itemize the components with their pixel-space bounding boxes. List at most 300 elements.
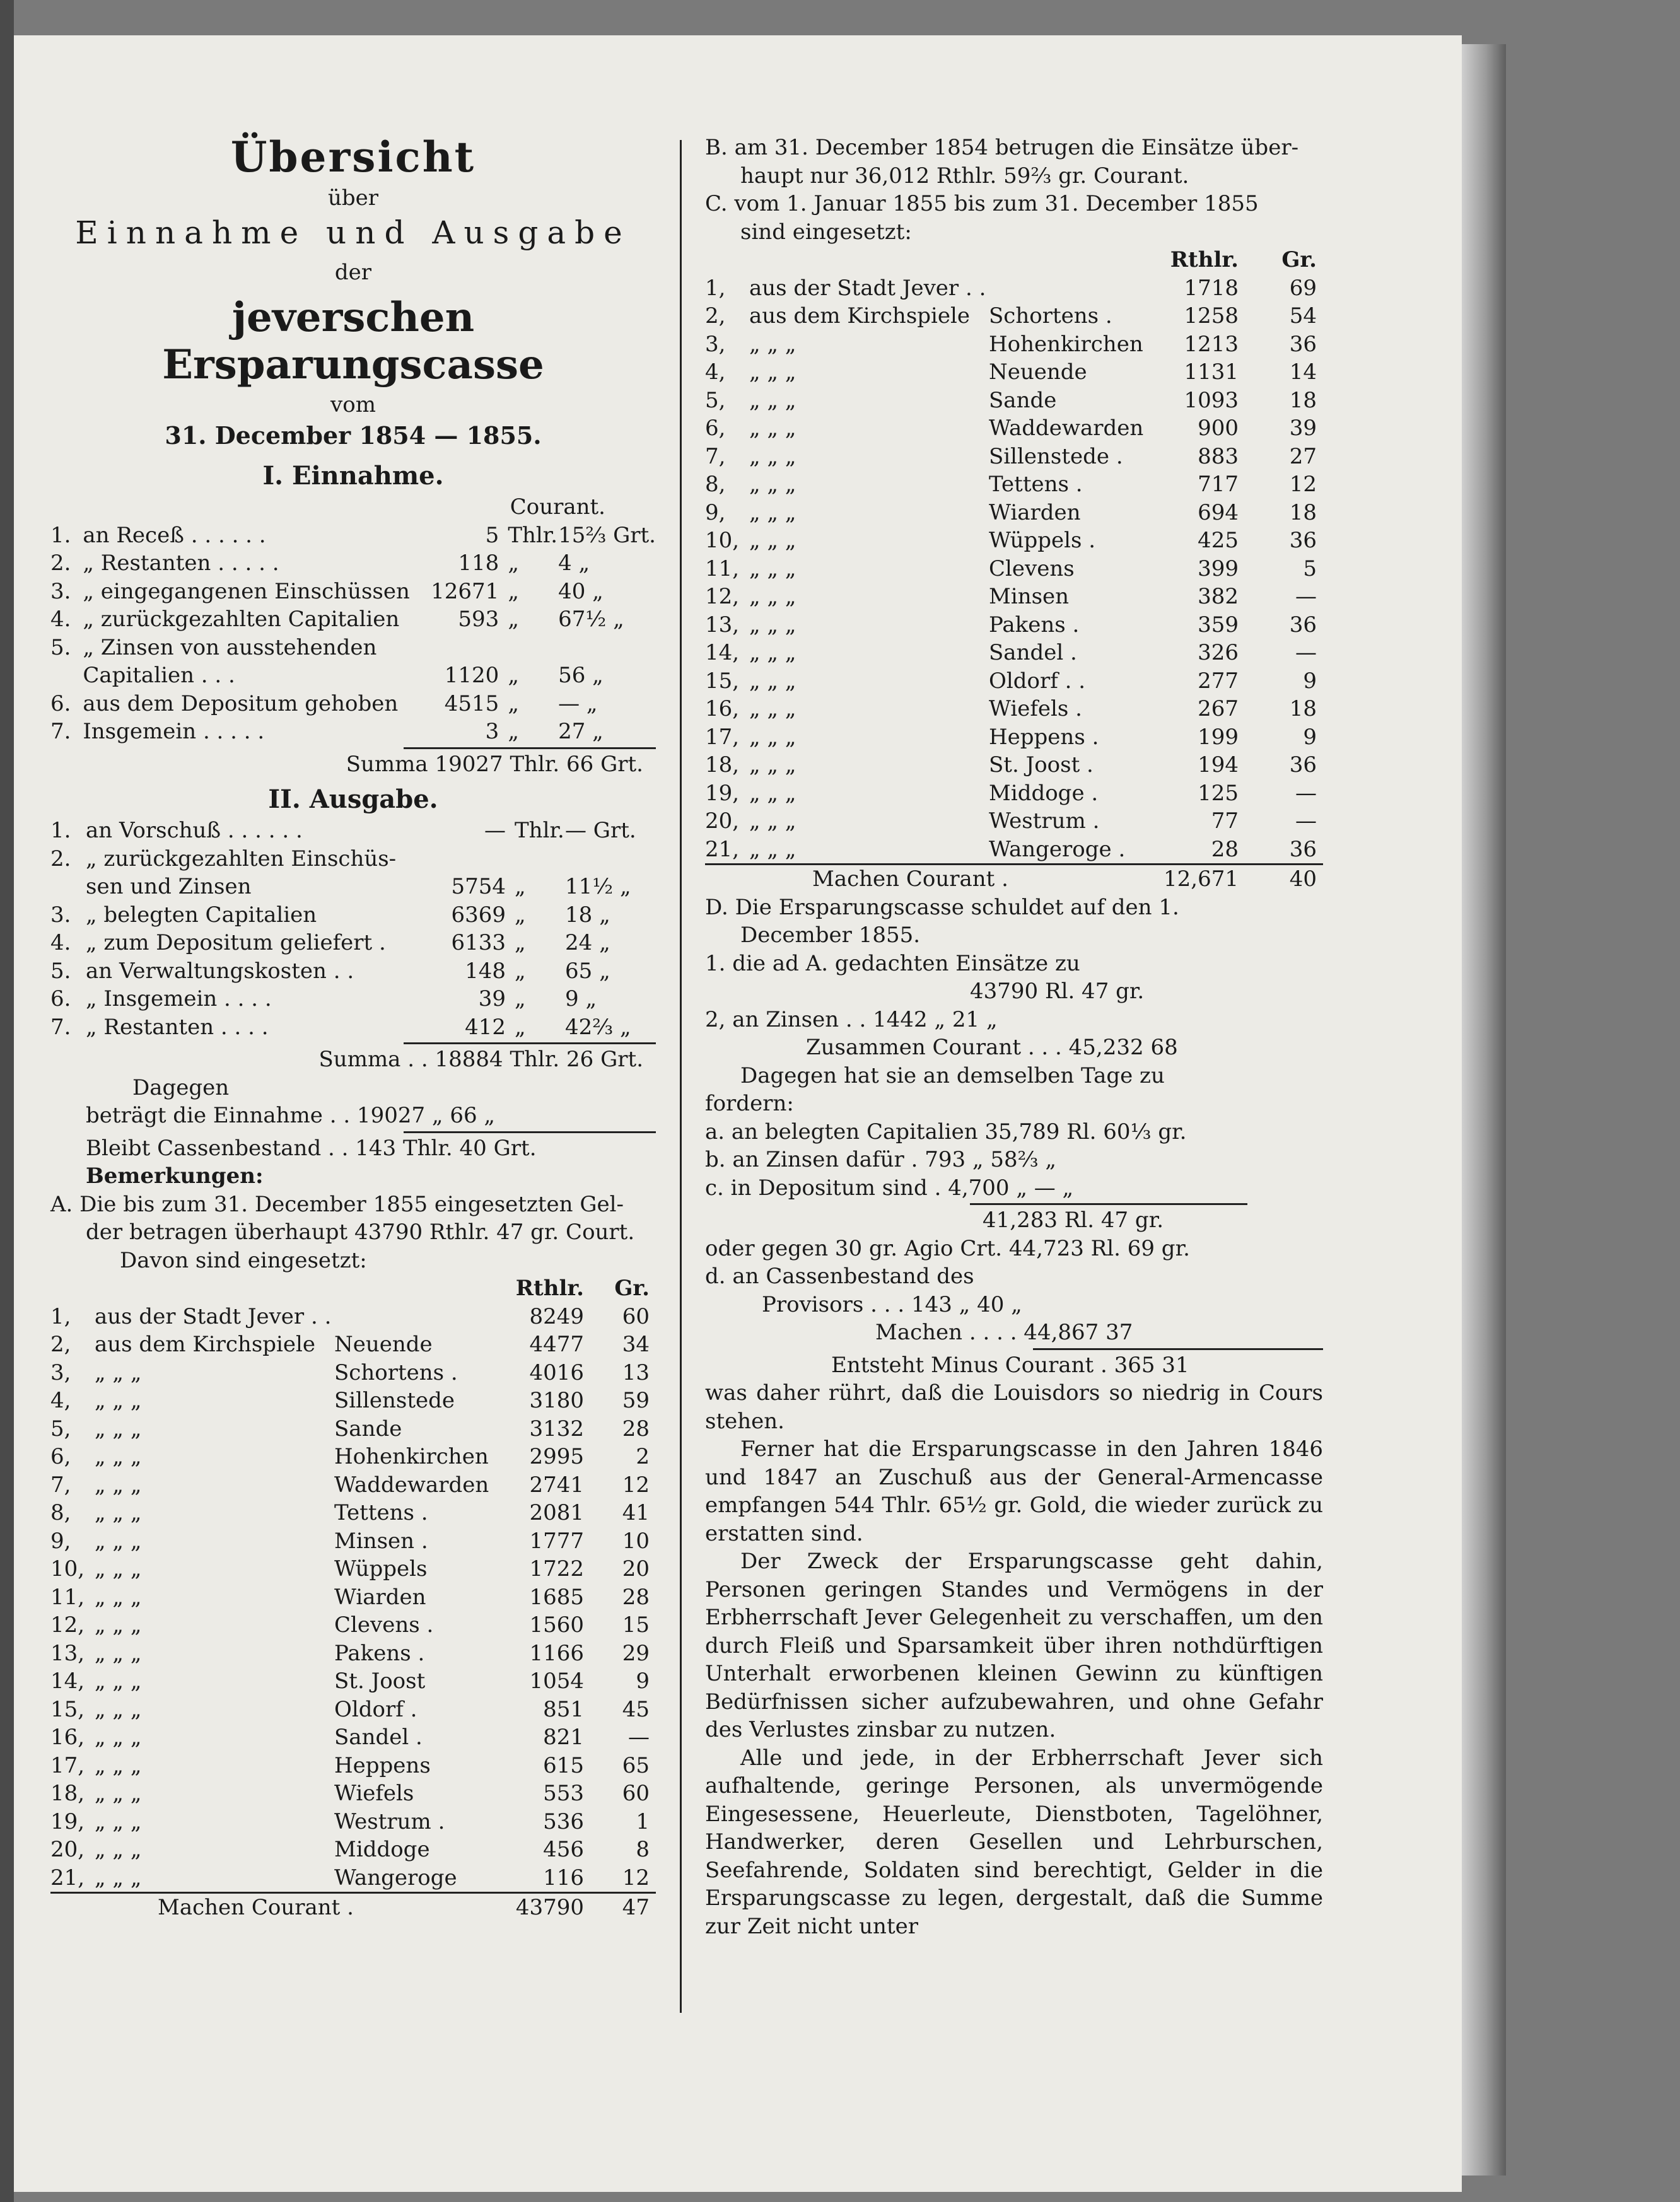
place-name: Middoge (334, 1837, 430, 1862)
place-name: Neuende (334, 1332, 433, 1357)
row-number: 7. (50, 1014, 71, 1040)
row-number: 7. (50, 719, 71, 744)
einsaetze-a-header (50, 1274, 656, 1303)
row-number: 5. (50, 958, 71, 984)
gr-value: 12 (622, 1472, 650, 1498)
groten-value: 67½ „ (558, 607, 624, 632)
row-prefix: „ „ „ (95, 1388, 142, 1413)
row-prefix: „ „ „ (95, 1837, 142, 1862)
section-c-line1: C. vom 1. Januar 1855 bis zum 31. December 1855 (705, 191, 1259, 216)
rthlr-value: 2741 (529, 1472, 584, 1498)
gr-value: 13 (622, 1360, 650, 1385)
rthlr-header: Rthlr. (1170, 247, 1239, 272)
table-row (705, 639, 1323, 667)
rthlr-value: 8249 (529, 1303, 584, 1329)
thaler-unit: „ (508, 663, 519, 688)
einnahme-currency: Courant. (510, 494, 605, 520)
thaler-value: 118 (458, 550, 499, 576)
table-row (50, 521, 656, 550)
ausgabe-rest-rule (404, 1131, 656, 1133)
row-prefix: „ „ „ (95, 1696, 142, 1722)
row-number: 14, (705, 640, 740, 665)
row-prefix: „ „ „ (95, 1584, 142, 1610)
place-name: Pakens . (989, 612, 1080, 638)
gr-value: 12 (1289, 472, 1317, 497)
ausgabe-sum-rule (404, 1042, 656, 1044)
gr-value: 36 (1289, 331, 1317, 357)
row-prefix: „ „ „ (749, 668, 796, 694)
row-number: 20, (50, 1837, 85, 1862)
thaler-value: 4515 (444, 690, 499, 716)
row-prefix: „ „ „ (749, 780, 796, 806)
spacer (50, 1893, 95, 1922)
thaler-value: 12671 (431, 578, 499, 604)
groten-value: 24 „ (565, 930, 610, 955)
row-label: an Vorschuß . . . . . . (86, 818, 303, 843)
place-name: Sande (989, 387, 1057, 413)
rthlr-value: 194 (1198, 752, 1239, 778)
rthlr-value: 1777 (529, 1528, 584, 1554)
place-name: Wüppels . (989, 528, 1096, 553)
row-number: 10, (50, 1556, 85, 1582)
place-name: Oldorf . . (989, 668, 1086, 694)
gr-header: Gr. (1281, 247, 1317, 272)
rthlr-value: 2081 (529, 1500, 584, 1525)
row-prefix: „ „ „ (95, 1865, 142, 1890)
gr-value: — (1295, 584, 1317, 609)
place-name: Waddewarden (334, 1472, 489, 1498)
table-row (50, 1013, 656, 1042)
row-label: „ zurückgezahlten Einschüs- (86, 846, 397, 871)
gr-value: 14 (1289, 359, 1317, 385)
paragraph-zuschuss: Ferner hat die Ersparungscasse in den Jahren 1846 und 1847 an Zuschuß aus der General-Armencasse empfangen 544 Thlr. 65½ gr. Gold, die wieder zurück zu erstatten sind. (705, 1436, 1323, 1546)
table-row (50, 1555, 656, 1583)
table-row (50, 1640, 656, 1668)
gr-value: 28 (622, 1416, 650, 1442)
rthlr-value: 1722 (529, 1556, 584, 1582)
rthlr-value: 536 (543, 1809, 584, 1834)
table-row (705, 302, 1323, 330)
title-heading: Übersicht (230, 132, 476, 182)
table-row (50, 1303, 656, 1331)
einnahme-sum-rule (404, 747, 656, 749)
rthlr-value: 1213 (1184, 331, 1239, 357)
row-number: 13, (50, 1640, 85, 1666)
rthlr-value: 456 (543, 1837, 584, 1862)
rthlr-value: 28 (1211, 836, 1239, 862)
place-name (989, 274, 1159, 303)
section-d-d2: Provisors . . . 143 „ 40 „ (762, 1291, 1022, 1317)
rthlr-value: 821 (543, 1725, 584, 1750)
section-d-2: 2, an Zinsen . . 1442 „ 21 „ (705, 1006, 998, 1032)
rthlr-value: 3180 (529, 1388, 584, 1413)
row-prefix: „ „ „ (749, 836, 796, 862)
gr-value: 10 (622, 1528, 650, 1554)
section-d-c: c. in Depositum sind . 4,700 „ — „ (705, 1175, 1074, 1201)
row-label: „ zurückgezahlten Capitalien (83, 607, 400, 632)
row-prefix: „ „ „ (95, 1556, 142, 1582)
rthlr-value: 3132 (529, 1416, 584, 1442)
table-row (50, 873, 656, 901)
paragraph-berechtigte: Alle und jede, in der Erbherrschaft Jever sich aufhaltende, geringe Personen, als unvermögende Eingesessene, Heuerleute, Dienstboten, Tagelöhner, Handwerker, deren Gesellen und Lehrburschen, Seefahrende, Soldaten sind berechtigt, Gelder in die Ersparungscasse zu legen, dergestalt, daß die Summe zur Zeit nicht unter (705, 1745, 1323, 1939)
table-row (50, 1752, 656, 1780)
thaler-value: 148 (465, 958, 506, 984)
rthlr-value: 425 (1198, 528, 1239, 553)
total-row (705, 865, 1323, 894)
title-uber: über (327, 185, 379, 211)
table-row (50, 1527, 656, 1556)
table-row (50, 957, 656, 986)
thaler-unit: „ (515, 930, 526, 955)
row-number: 14, (50, 1669, 85, 1694)
place-name: Tettens . (989, 472, 1083, 497)
rthlr-value: 900 (1198, 416, 1239, 441)
row-prefix: „ „ „ (749, 724, 796, 750)
table-row (50, 1443, 656, 1471)
row-number: 20, (705, 808, 740, 834)
gr-value: 36 (1289, 836, 1317, 862)
table-row (705, 470, 1323, 499)
total-rthlr: 43790 (505, 1893, 593, 1922)
row-number: 16, (50, 1725, 85, 1750)
groten-value: 56 „ (558, 663, 604, 688)
gr-value: 69 (1289, 275, 1317, 301)
table-row (50, 549, 656, 578)
table-row (705, 836, 1323, 865)
section-d-machen: Machen . . . . 44,867 37 (875, 1320, 1133, 1345)
ausgabe-heading: II. Ausgabe. (268, 784, 438, 814)
section-d-minus-rule (1033, 1348, 1323, 1350)
row-number: 17, (705, 724, 740, 750)
place-name: Hohenkirchen (989, 331, 1143, 357)
title-vom: vom (330, 392, 376, 417)
groten-value: 18 „ (565, 902, 610, 928)
row-number: 5, (50, 1416, 71, 1442)
section-d-1-line1: 1. die ad A. gedachten Einsätze zu (705, 950, 1080, 976)
place-name: Hohenkirchen (334, 1444, 489, 1469)
row-number: 7, (705, 443, 726, 469)
place-name: Minsen . (334, 1528, 428, 1554)
row-prefix: „ „ „ (749, 416, 796, 441)
row-label: Capitalien . . . (83, 663, 235, 688)
place-name: Wiefels (334, 1781, 414, 1806)
table-row (705, 667, 1323, 696)
gr-value: 36 (1289, 528, 1317, 553)
row-prefix: „ „ „ (749, 472, 796, 497)
row-prefix: „ „ „ (749, 696, 796, 721)
left-column (50, 126, 656, 1922)
section-d-agio: oder gegen 30 gr. Agio Crt. 44,723 Rl. 69 gr. (705, 1235, 1190, 1261)
section-d-d1: d. an Cassenbestand des (705, 1264, 974, 1289)
table-row (50, 1667, 656, 1696)
bemerkungen-heading: Bemerkungen: (86, 1163, 264, 1189)
section-d-dagegen2: fordern: (705, 1091, 794, 1116)
table-row (50, 1471, 656, 1500)
section-b-line1: B. am 31. December 1854 betrugen die Einsätze über- (705, 135, 1299, 160)
row-number: 9, (50, 1528, 71, 1554)
row-prefix: „ „ „ (95, 1528, 142, 1554)
rthlr-value: 1718 (1184, 275, 1239, 301)
place-name (334, 1303, 505, 1331)
einnahme-table (50, 521, 656, 746)
bemerkung-a-line2: der betragen überhaupt 43790 Rthlr. 47 gr. Court. (86, 1220, 635, 1245)
table-row (705, 611, 1323, 639)
row-prefix: „ „ „ (95, 1781, 142, 1806)
table-row (50, 1499, 656, 1527)
row-label: „ Restanten . . . . (86, 1014, 269, 1040)
section-d-sum-rule (970, 1203, 1247, 1205)
total-row (50, 1893, 656, 1922)
ausgabe-summa: Summa . . 18884 Thlr. 26 Grt. (318, 1047, 643, 1072)
total-gr: 47 (593, 1893, 656, 1922)
place-name: Heppens (334, 1752, 431, 1778)
place-name: Wüppels (334, 1556, 428, 1582)
row-number (50, 661, 83, 690)
page-edge (1462, 44, 1506, 2176)
thaler-unit: „ (508, 719, 519, 744)
section-d-a: a. an belegten Capitalien 35,789 Rl. 60⅓ gr. (705, 1119, 1187, 1145)
row-prefix: aus dem Kirchspiele (749, 303, 971, 329)
rthlr-value: 382 (1198, 584, 1239, 609)
table-row (50, 1696, 656, 1724)
gr-value: 9 (636, 1669, 650, 1694)
thaler-value: 5 (485, 522, 499, 548)
place-name: Westrum . (989, 808, 1100, 834)
row-number: 7, (50, 1472, 71, 1498)
row-number: 2. (50, 550, 71, 576)
table-row (50, 1415, 656, 1443)
groten-value: 27 „ (558, 719, 604, 744)
groten-value: 42⅔ „ (565, 1014, 631, 1040)
row-prefix: „ „ „ (749, 584, 796, 609)
total-rthlr: 12,671 (1159, 865, 1247, 894)
gr-value: 28 (622, 1584, 650, 1610)
thaler-unit: „ (515, 986, 526, 1011)
einsaetze-c-table (705, 246, 1323, 894)
rthlr-value: 199 (1198, 724, 1239, 750)
row-number: 8, (705, 472, 726, 497)
rthlr-value: 359 (1198, 612, 1239, 638)
row-number: 5. (50, 634, 71, 660)
gr-value: 65 (622, 1752, 650, 1778)
row-prefix: „ „ „ (749, 612, 796, 638)
row-label: aus dem Depositum gehoben (83, 690, 399, 716)
row-prefix: „ „ „ (95, 1669, 142, 1694)
gr-value: 1 (636, 1809, 650, 1834)
thaler-value: — (484, 818, 506, 843)
row-number: 3. (50, 902, 71, 928)
row-number: 2, (705, 303, 726, 329)
total-label: Machen Courant . (749, 865, 1159, 894)
gr-value: — (1295, 808, 1317, 834)
gr-value: 45 (622, 1696, 650, 1722)
gr-value: 41 (622, 1500, 650, 1525)
rthlr-value: 851 (543, 1696, 584, 1722)
row-label: „ Insgemein . . . . (86, 986, 272, 1011)
place-name: Minsen (989, 584, 1070, 609)
groten-value: 40 „ (558, 578, 604, 604)
groten-value: — Grt. (565, 818, 636, 843)
row-label: „ zum Depositum geliefert . (86, 930, 386, 955)
groten-value: 15⅔ Grt. (558, 522, 656, 548)
row-number: 6. (50, 690, 71, 716)
einnahme-heading: I. Einnahme. (262, 461, 444, 491)
title-der: der (334, 260, 372, 285)
section-d-1-line2: 43790 Rl. 47 gr. (970, 979, 1145, 1004)
row-number: 11, (705, 556, 740, 581)
section-d-sum: 41,283 Rl. 47 gr. (983, 1208, 1164, 1233)
row-number: 8, (50, 1500, 71, 1525)
spacer (705, 865, 749, 894)
table-row (705, 387, 1323, 415)
rthlr-value: 717 (1198, 472, 1239, 497)
place-name: Schortens . (989, 303, 1112, 329)
rthlr-value: 125 (1198, 780, 1239, 806)
gr-value: 9 (1303, 668, 1317, 694)
table-row (705, 527, 1323, 555)
groten-value: 65 „ (565, 958, 610, 984)
gr-value: — (628, 1725, 650, 1750)
section-d-line2: December 1855. (740, 923, 921, 948)
table-row (705, 583, 1323, 611)
rthlr-value: 1093 (1184, 387, 1239, 413)
place-name: Schortens . (334, 1360, 458, 1385)
row-prefix: „ „ „ (749, 443, 796, 469)
gr-value: 18 (1289, 387, 1317, 413)
groten-value (565, 845, 656, 873)
thaler-unit: „ (515, 1014, 526, 1040)
row-prefix: „ „ „ (749, 640, 796, 665)
thaler-value: 593 (458, 607, 499, 632)
place-name: Sandel . (989, 640, 1077, 665)
row-number: 17, (50, 1752, 85, 1778)
thaler-unit: „ (515, 874, 526, 899)
table-row (50, 845, 656, 873)
row-number: 3. (50, 578, 71, 604)
thaler-value: 6133 (451, 930, 506, 955)
row-number: 6, (705, 416, 726, 441)
title-institution: jeverschen Ersparungscasse (162, 294, 544, 388)
total-gr: 40 (1247, 865, 1323, 894)
gr-value: 59 (622, 1388, 650, 1413)
place-name: Sande (334, 1416, 402, 1442)
rthlr-value: 4477 (529, 1332, 584, 1357)
thaler-value: 39 (478, 986, 506, 1011)
row-number: 4, (50, 1388, 71, 1413)
gr-value: — (1295, 640, 1317, 665)
gr-value: 5 (1303, 556, 1317, 581)
table-row (705, 414, 1323, 443)
table-row (705, 274, 1323, 303)
row-prefix: aus dem Kirchspiele (95, 1332, 316, 1357)
table-row (50, 985, 656, 1013)
gr-value: — (1295, 780, 1317, 806)
place-name: Heppens . (989, 724, 1099, 750)
rthlr-value: 2995 (529, 1444, 584, 1469)
row-prefix: „ „ „ (749, 387, 796, 413)
row-prefix: „ „ „ (95, 1500, 142, 1525)
einnahme-summa: Summa 19027 Thlr. 66 Grt. (346, 751, 643, 777)
table-row (50, 1864, 656, 1893)
rthlr-value: 77 (1211, 808, 1239, 834)
table-row (705, 443, 1323, 471)
row-number: 21, (705, 836, 740, 862)
column-divider (680, 140, 682, 2013)
row-number: 2. (50, 846, 71, 871)
ausgabe-dagegen: Dagegen (132, 1075, 230, 1100)
thaler-value: 6369 (451, 902, 506, 928)
row-prefix: „ „ „ (749, 359, 796, 385)
row-label: an Verwaltungskosten . . (86, 958, 354, 984)
row-number: 4. (50, 607, 71, 632)
table-row (50, 1836, 656, 1864)
table-row (50, 690, 656, 718)
place-name: Wangeroge . (989, 836, 1126, 862)
title-einnahme-ausgabe: Einnahme und Ausgabe (75, 214, 631, 251)
table-row (705, 330, 1323, 359)
thaler-value: 3 (485, 719, 499, 744)
row-prefix: „ „ „ (95, 1725, 142, 1750)
row-number: 1, (50, 1303, 71, 1329)
gr-value: 29 (622, 1640, 650, 1666)
row-number: 21, (50, 1865, 85, 1890)
row-number: 13, (705, 612, 740, 638)
thaler-value (439, 845, 515, 873)
table-row (50, 605, 656, 634)
gr-value: 15 (622, 1612, 650, 1638)
row-number: 6, (50, 1444, 71, 1469)
table-row (50, 661, 656, 690)
row-prefix: „ „ „ (749, 752, 796, 778)
row-number: 12, (50, 1612, 85, 1638)
row-number: 18, (705, 752, 740, 778)
thaler-unit (515, 845, 565, 873)
gr-value: 18 (1289, 696, 1317, 721)
ausgabe-table (50, 817, 656, 1041)
place-name: Wangeroge (334, 1865, 457, 1890)
row-number: 4, (705, 359, 726, 385)
rthlr-value: 883 (1198, 443, 1239, 469)
rthlr-value: 1131 (1184, 359, 1239, 385)
gr-value: 60 (622, 1303, 650, 1329)
row-prefix: „ „ „ (95, 1640, 142, 1666)
rthlr-value: 399 (1198, 556, 1239, 581)
table-row (50, 578, 656, 606)
thaler-value: 412 (465, 1014, 506, 1040)
row-label: an Receß . . . . . . (83, 522, 266, 548)
groten-value: 4 „ (558, 550, 590, 576)
thaler-unit: „ (508, 607, 519, 632)
thaler-unit: „ (515, 902, 526, 928)
row-prefix: aus der Stadt Jever . . (95, 1303, 332, 1329)
groten-value: — „ (558, 690, 598, 716)
row-number: 3, (705, 331, 726, 357)
rthlr-value: 553 (543, 1781, 584, 1806)
thaler-value: 5754 (451, 874, 506, 899)
row-number: 4. (50, 930, 71, 955)
row-number: 1. (50, 522, 71, 548)
row-prefix: „ „ „ (95, 1472, 142, 1498)
rthlr-header: Rthlr. (515, 1276, 584, 1301)
row-prefix: „ „ „ (95, 1416, 142, 1442)
table-row (705, 499, 1323, 527)
row-label: „ Restanten . . . . . (83, 550, 279, 576)
place-name: St. Joost (334, 1669, 426, 1694)
gr-value: 20 (622, 1556, 650, 1582)
gr-value: 8 (636, 1837, 650, 1862)
row-number: 15, (705, 668, 740, 694)
table-row (50, 1331, 656, 1359)
